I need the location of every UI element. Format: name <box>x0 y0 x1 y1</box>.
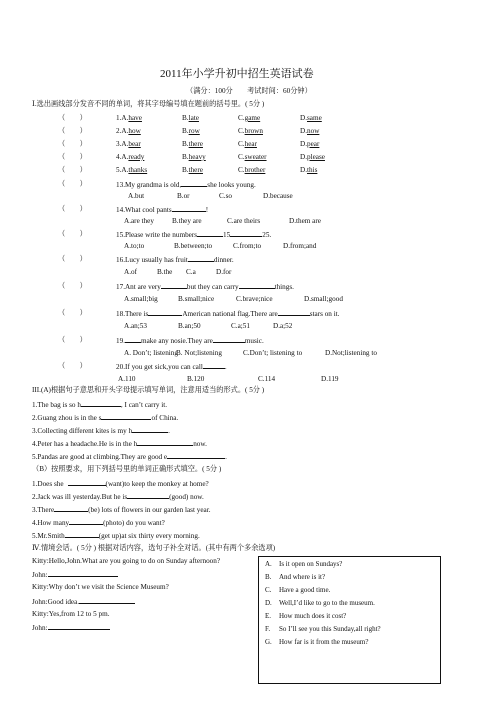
section-1-heading: Ⅰ.选出画线部分发音不同的单词，将其字母编号填在题前的括号里。( 5分 ) <box>32 100 265 108</box>
answer-blank[interactable] <box>161 282 187 289</box>
q-text: 5.Pandas are good at climbing.They are good e <box>32 453 168 461</box>
opt-word: sweater <box>244 153 267 161</box>
option: B.the <box>157 268 173 276</box>
form-line-2 <box>32 492 204 502</box>
opt-word: how <box>128 127 141 135</box>
q-text: . <box>224 363 227 371</box>
q-text: (get up)at six thirty every morning. <box>98 532 200 540</box>
opt-letter: F. <box>265 625 271 633</box>
q-text: 1.Does she <box>32 480 64 488</box>
q-text: (want)to keep the monkey at home? <box>105 480 209 488</box>
option: A.small;big <box>124 295 158 303</box>
opt-word: please <box>307 153 325 161</box>
answer-blank[interactable] <box>230 230 262 237</box>
answer-blank[interactable] <box>148 309 182 316</box>
q-text: 14.What cool pants <box>116 206 172 214</box>
opt-letter: E. <box>265 612 272 620</box>
opt-label: D. <box>300 166 307 174</box>
form-line-1 <box>32 479 209 489</box>
q-text: (good) now. <box>169 493 204 501</box>
opt-text: How far is it from the museum? <box>279 638 369 646</box>
option: B.an;50 <box>178 322 201 330</box>
option-c <box>238 114 260 123</box>
q-text: 19. <box>116 337 125 345</box>
answer-blank[interactable] <box>213 336 245 343</box>
opt-word: there <box>188 166 203 174</box>
q-text: 4.Peter has a headache.He is in the h <box>32 440 138 448</box>
opt-word: this <box>307 166 318 174</box>
q-text: 3.Collecting different kites is my h <box>32 427 133 435</box>
q-text: 20.If you get sick,you can call <box>116 363 203 371</box>
option-d <box>300 140 319 149</box>
q-text: 16.Lucy usually has fruit <box>116 256 188 264</box>
opt-label: 3.A. <box>116 140 129 148</box>
answer-blank[interactable] <box>197 230 223 237</box>
dialog-line <box>32 570 118 580</box>
question-5 <box>116 166 147 175</box>
dialog-line <box>32 623 110 633</box>
opt-label: C. <box>238 166 245 174</box>
fill-line-1 <box>32 400 167 410</box>
option-f <box>265 625 381 634</box>
question-19 <box>116 336 264 346</box>
answer-blank[interactable] <box>167 452 225 459</box>
question-paren: （ ） <box>58 166 87 174</box>
option: A.an;53 <box>124 322 147 330</box>
opt-word: same <box>307 114 322 122</box>
option: C.from;to <box>233 242 262 250</box>
option: C.a <box>186 268 196 276</box>
option: C.so <box>219 192 232 200</box>
opt-word: pear <box>307 140 320 148</box>
option-e <box>265 612 346 621</box>
option: B.120 <box>187 375 205 383</box>
opt-word: there <box>188 140 203 148</box>
q-text: 3.There <box>32 506 55 514</box>
opt-word: ready <box>128 153 145 161</box>
opt-word: game <box>244 114 261 122</box>
question-paren: （ ） <box>58 114 87 122</box>
question-paren: （ ） <box>58 180 87 188</box>
option-d <box>300 166 317 175</box>
option: D.for <box>216 268 232 276</box>
dialog-line <box>32 597 135 607</box>
options-box <box>258 556 441 684</box>
opt-label: 4.A. <box>116 153 129 161</box>
q-text: 5.Mr.Smith <box>32 532 65 540</box>
fill-line-5 <box>32 452 227 462</box>
dialog-line: Kitty:Hello,John.What are you going to do on Sunday afternoon? <box>32 557 221 565</box>
answer-blank[interactable] <box>81 400 121 407</box>
q-text: things. <box>274 283 294 291</box>
opt-label: B. <box>182 153 189 161</box>
answer-blank[interactable] <box>239 282 275 289</box>
opt-word: late <box>188 114 199 122</box>
option: A.of <box>124 268 137 276</box>
q-text: dinner. <box>213 256 234 264</box>
opt-label: C. <box>238 153 245 161</box>
opt-letter: C. <box>265 586 272 594</box>
opt-text: How much does it cost? <box>279 612 347 620</box>
option: D.from;and <box>283 242 317 250</box>
form-line-4 <box>32 518 165 528</box>
opt-word: have <box>128 114 142 122</box>
question-paren: （ ） <box>58 336 87 344</box>
answer-blank[interactable] <box>203 362 225 369</box>
option-a <box>265 560 342 569</box>
option-c <box>265 586 330 595</box>
answer-blank[interactable] <box>48 623 110 630</box>
question-20 <box>116 362 227 372</box>
q-text: she looks young. <box>207 181 256 189</box>
answer-blank[interactable] <box>278 309 310 316</box>
opt-word: thanks <box>128 166 148 174</box>
option: D.them are <box>289 217 321 225</box>
option: C.a;51 <box>231 322 250 330</box>
form-line-5 <box>32 531 200 541</box>
option: C.Don’t; listening to <box>243 349 303 357</box>
answer-blank[interactable] <box>54 505 88 512</box>
opt-label: 5.A. <box>116 166 129 174</box>
fill-line-3 <box>32 426 170 436</box>
answer-blank[interactable] <box>137 439 193 446</box>
opt-letter: G. <box>265 638 272 646</box>
answer-blank[interactable] <box>132 426 168 433</box>
answer-blank[interactable] <box>101 413 151 420</box>
form-line-3 <box>32 505 211 515</box>
option-d <box>300 114 322 123</box>
q-text: make any nosie.They are <box>140 337 213 345</box>
question-15 <box>116 230 271 240</box>
opt-word: brown <box>244 127 263 135</box>
question-14 <box>116 205 208 215</box>
option: A.110 <box>118 375 136 383</box>
answer-blank[interactable] <box>127 492 169 499</box>
opt-label: D. <box>300 127 307 135</box>
q-text: John: <box>32 571 48 579</box>
opt-text: Is it open on Sundays? <box>279 560 343 568</box>
q-text: 2.Guang zhou is in the s <box>32 414 102 422</box>
dialog-line: Kitty:Why don’t we visit the Science Museum? <box>32 583 169 591</box>
opt-label: C. <box>238 114 245 122</box>
question-paren: （ ） <box>58 230 87 238</box>
answer-blank[interactable] <box>69 518 103 525</box>
opt-word: bear <box>128 140 141 148</box>
option-d <box>300 153 325 162</box>
opt-word: brother <box>244 166 266 174</box>
q-text: 4.How many <box>32 519 70 527</box>
option-d <box>300 127 319 136</box>
q-text: 17.Ant are very <box>116 283 161 291</box>
opt-label: 1.A. <box>116 114 129 122</box>
option-g <box>265 638 368 647</box>
question-paren: （ ） <box>58 205 87 213</box>
opt-text: And where is it? <box>279 573 326 581</box>
opt-label: B. <box>182 166 189 174</box>
question-paren: （ ） <box>58 362 87 370</box>
question-16 <box>116 255 234 265</box>
answer-blank[interactable] <box>125 336 141 343</box>
q-text: John: <box>32 624 48 632</box>
option: D.small;good <box>304 295 343 303</box>
q-text: 18.There is <box>116 310 149 318</box>
opt-text: So I’ll see you this Sunday,all right? <box>279 625 381 633</box>
opt-label: B. <box>182 140 189 148</box>
option-b <box>265 573 325 582</box>
q-text: ! <box>205 206 209 214</box>
q-text: , I can’t carry it. <box>120 401 168 409</box>
q-text: 2.Jack was ill yesterday.But he is <box>32 493 128 501</box>
option-b <box>182 166 203 175</box>
option: D.a;52 <box>273 322 293 330</box>
opt-letter: B. <box>265 573 272 581</box>
option-b <box>182 127 200 136</box>
option: B. Not;listening <box>176 349 222 357</box>
option-b <box>182 153 206 162</box>
question-2 <box>116 127 141 136</box>
q-text: of China. <box>151 414 179 422</box>
option: C.brave;nice <box>236 295 273 303</box>
opt-label: B. <box>182 127 189 135</box>
question-paren: （ ） <box>58 309 87 317</box>
option: A.are they <box>124 217 154 225</box>
opt-letter: D. <box>265 599 272 607</box>
question-1 <box>116 114 142 123</box>
q-text: now. <box>193 440 207 448</box>
question-paren: （ ） <box>58 282 87 290</box>
option-b <box>182 140 203 149</box>
option-c <box>238 140 257 149</box>
opt-letter: A. <box>265 560 272 568</box>
opt-label: D. <box>300 140 307 148</box>
option: B.or <box>177 192 190 200</box>
option-d <box>265 599 375 608</box>
question-3 <box>116 140 141 149</box>
question-paren: （ ） <box>58 255 87 263</box>
option: D.Not;listening to <box>325 349 377 357</box>
answer-blank[interactable] <box>68 479 106 486</box>
section-4-heading: Ⅳ.情境会话。( 5分 ) 根据对话内容，选句子补全对话。(其中有两个多余选项) <box>32 544 276 552</box>
q-text: but they can carry <box>186 283 239 291</box>
opt-label: C. <box>238 127 245 135</box>
question-13 <box>116 180 256 190</box>
answer-blank[interactable] <box>181 180 207 187</box>
q-text: 25. <box>262 231 272 239</box>
opt-word: now <box>307 127 320 135</box>
opt-word: row <box>188 127 200 135</box>
fill-line-2 <box>32 413 178 423</box>
opt-text: Have a good time. <box>279 586 331 594</box>
dialog-line: Kitty:Yes,from 12 to 5 pm. <box>32 610 110 618</box>
answer-blank[interactable] <box>79 597 135 604</box>
opt-label: 2.A. <box>116 127 129 135</box>
q-text: 15.Please write the numbers <box>116 231 198 239</box>
option-c <box>238 166 265 175</box>
opt-label: B. <box>182 114 189 122</box>
opt-label: D. <box>300 114 307 122</box>
option: B.small;nice <box>178 295 215 303</box>
opt-label: C. <box>238 140 245 148</box>
option: A.to;to <box>124 242 145 250</box>
option: C.are theirs <box>227 217 261 225</box>
option: B.between;to <box>174 242 213 250</box>
q-text: (be) lots of flowers in our garden last year. <box>88 506 211 514</box>
q-text: 15 <box>223 231 231 239</box>
page-title: 2011年小学升初中招生英语试卷 <box>160 68 314 80</box>
answer-blank[interactable] <box>188 255 214 262</box>
option: A.but <box>128 192 145 200</box>
fill-line-4 <box>32 439 207 449</box>
page-subtitle: （满分：100分 考试时间：60分钟） <box>186 87 312 95</box>
answer-blank[interactable] <box>172 205 209 214</box>
question-paren: （ ） <box>58 140 87 148</box>
question-17 <box>116 282 294 292</box>
q-text: stars on it. <box>309 310 340 318</box>
question-18 <box>116 309 339 319</box>
question-paren: （ ） <box>58 153 87 161</box>
q-text: (photo) do you want? <box>103 519 165 527</box>
opt-word: hear <box>244 140 257 148</box>
question-paren: （ ） <box>58 127 87 135</box>
q-text: 13.My grandma is old, <box>116 181 182 189</box>
section-3-heading: III.(A)根据句子意思和开头字母提示填写单词，注意用适当的形式。( 5分 ) <box>32 386 265 394</box>
option: D.119 <box>321 375 339 383</box>
section-3b-heading: （B）按照要求，用下列括号里的单词正确形式填空。( 5分 ) <box>32 465 222 473</box>
opt-word: heavy <box>188 153 206 161</box>
option-b <box>182 114 199 123</box>
answer-blank[interactable] <box>65 531 99 538</box>
option-c <box>238 153 267 162</box>
option: B.they are <box>172 217 202 225</box>
q-text: . <box>168 427 170 435</box>
option: D.because <box>263 192 293 200</box>
q-text: John:Good idea. <box>32 598 80 606</box>
q-text: . <box>225 453 227 461</box>
q-text: 1.The bag is so h <box>32 401 81 409</box>
option-c <box>238 127 263 136</box>
q-text: American national flag.There are <box>182 310 278 318</box>
opt-text: Well,I’d like to go to the museum. <box>279 599 375 607</box>
question-4 <box>116 153 144 162</box>
q-text: music. <box>244 337 264 345</box>
answer-blank[interactable] <box>48 570 118 577</box>
option: C.114 <box>258 375 276 383</box>
opt-label: D. <box>300 153 307 161</box>
option: A. Don’t; listening <box>124 349 178 357</box>
